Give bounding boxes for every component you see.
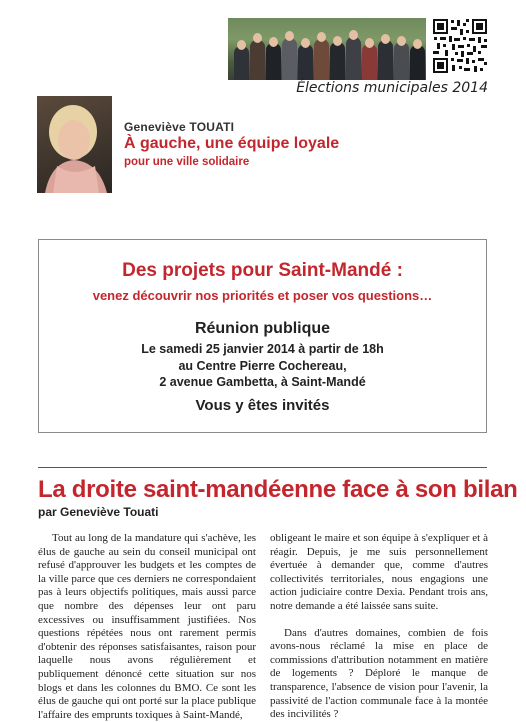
article-byline: par Geneviève Touati <box>38 505 159 519</box>
person-figure <box>362 44 377 80</box>
person-head <box>269 37 278 47</box>
article-paragraph: Dans d'autres domaines, combien de fois avons-nous réclamé la mise en place de commissions d'attribution notamment en matière de logements ? Déploré le manque de transparence, l'absence de vision pour l'avenir, la passivité de l'action communale face à la montée des incivilités ? <box>270 626 488 721</box>
article-paragraph: obligeant le maire et son équipe à s'expliquer et à réagir. Depuis, je me suis personnellement évertuée à demander que, comme d'autres collectivités territoriales, nous engagions une action judiciaire contre Dexia. Pendant trois ans, notre demande a été laissée sans suite. <box>270 532 488 612</box>
candidate-name: Geneviève TOUATI <box>124 120 235 134</box>
person-figure <box>282 38 297 80</box>
person-head <box>253 33 262 43</box>
meeting-heading: Réunion publique <box>194 320 331 337</box>
article-column-right <box>270 532 488 722</box>
person-figure <box>234 46 249 80</box>
meeting-venue: au Centre Pierre Cochereau, <box>178 359 347 373</box>
person-figure <box>346 37 361 80</box>
person-head <box>381 34 390 44</box>
article-paragraph: Tout au long de la mandature qui s'achève, les élus de gauche au sein du conseil municipal ont refusé d'approuver les budgets et les comptes de la ville parce que ces derniers ne correspondaient pas à leurs objectifs politiques, mais aussi parce que nombre des dépenses leur ont paru excessives ou insuffisamment justifiées. Nos questions répétées nous ont rarement permis d'obtenir des réponses satisfaisantes, raison pour laquelle nous avons régulièrement et publiquement dénoncé cette situation sur nos blogs et dans les colonnes du BMO. Ce sont les élus de gauche qui ont porté sur la place publique l'affaire des emprunts toxiques à Saint-Mandé, <box>38 532 256 721</box>
invitation-welcome: Vous y êtes invités <box>195 397 330 414</box>
person-head <box>413 39 422 49</box>
person-figure <box>410 45 425 80</box>
candidate-portrait <box>37 96 112 193</box>
person-figure <box>394 42 409 80</box>
person-figure <box>266 43 281 80</box>
person-figure <box>314 39 329 80</box>
portrait-graphic <box>37 96 112 193</box>
article-column-left <box>38 532 256 722</box>
person-head <box>333 36 342 46</box>
person-figure <box>250 40 265 80</box>
slogan: À gauche, une équipe loyale <box>124 135 340 152</box>
section-divider <box>38 467 487 468</box>
person-figure <box>298 44 313 80</box>
invitation-box <box>38 239 487 433</box>
article-title: La droite saint-mandéenne face à son bilan <box>38 476 518 503</box>
team-photo <box>228 18 426 80</box>
person-head <box>237 40 246 50</box>
person-head <box>285 31 294 41</box>
person-head <box>349 30 358 40</box>
election-title: Élections municipales 2014 <box>296 80 488 96</box>
meeting-address: 2 avenue Gambetta, à Saint-Mandé <box>159 375 366 389</box>
person-figure <box>330 42 345 80</box>
qr-code[interactable] <box>432 18 488 74</box>
person-head <box>365 38 374 48</box>
person-head <box>397 36 406 46</box>
person-figure <box>378 40 393 80</box>
qr-code-graphic <box>432 18 488 74</box>
meeting-date: Le samedi 25 janvier 2014 à partir de 18h <box>141 342 384 356</box>
invitation-title: Des projets pour Saint-Mandé : <box>122 260 403 281</box>
person-head <box>317 32 326 42</box>
invitation-subtitle: venez découvrir nos priorités et poser vos questions… <box>92 288 433 303</box>
slogan-subtitle: pour une ville solidaire <box>124 156 250 168</box>
person-head <box>301 38 310 48</box>
